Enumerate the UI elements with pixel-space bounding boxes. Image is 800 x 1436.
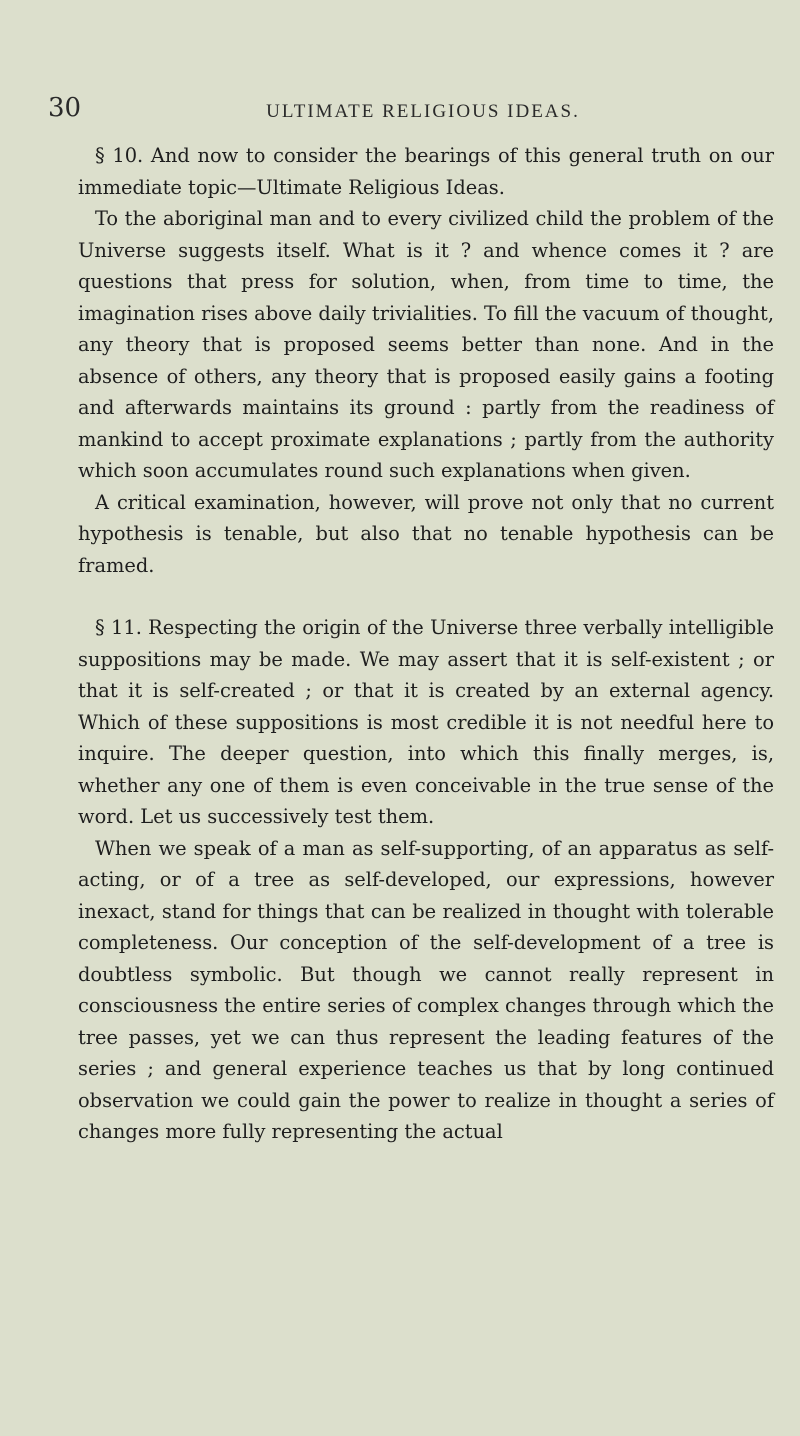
paragraph-section-11: § 11. Respecting the origin of the Universe three verbally intelligible suppositions may be made. We may assert that it is self-existent ; or that it is self-created ; or that it is created by an external agency. Which of these suppositions is most credible it is not needful here to inquire. The deeper question, into which this finally merges, is, whether any one of them is even conceivable in the true sense of the word. Let us successively test them. — [78, 616, 774, 828]
paragraph-self-supporting: When we speak of a man as self-supporting, of an apparatus as self-acting, or of a tree as self-developed, our expressions, however inexact, stand for things that can be realized in thought with tolerable completeness. Our conception of the self-development of a tree is doubtless symbolic. But though we cannot really represent in consciousness the entire series of complex changes through which the tree passes, yet we can thus represent the leading features of the series ; and general experience teaches us that by long continued observation we could gain the power to realize in thought a series of changes more fully representing the actual — [78, 836, 774, 1143]
running-head: ULTIMATE RELIGIOUS IDEAS. — [266, 101, 580, 122]
body-text — [78, 140, 774, 1148]
paragraph-section-10: § 10. And now to consider the bearings of this general truth on our immediate topic—Ultimate Religious Ideas. — [78, 144, 774, 199]
paragraph-aboriginal-man: To the aboriginal man and to every civilized child the problem of the Universe suggests itself. What is it ? and whence comes it ? are questions that press for solution, when, from time to time, the imagination rises above daily trivialities. To fill the vacuum of thought, any theory that is proposed seems better than none. And in the absence of others, any theory that is proposed easily gains a footing and afterwards maintains its ground : partly from the readiness of mankind to accept proximate explanations ; partly from the authority which soon accumulates round such explanations when given. — [78, 207, 774, 482]
paragraph-critical-examination: A critical examination, however, will prove not only that no current hypothesis is tenable, but also that no tenable hypothesis can be framed. — [78, 490, 774, 577]
page-header — [48, 88, 768, 128]
page-number: 30 — [48, 93, 82, 123]
